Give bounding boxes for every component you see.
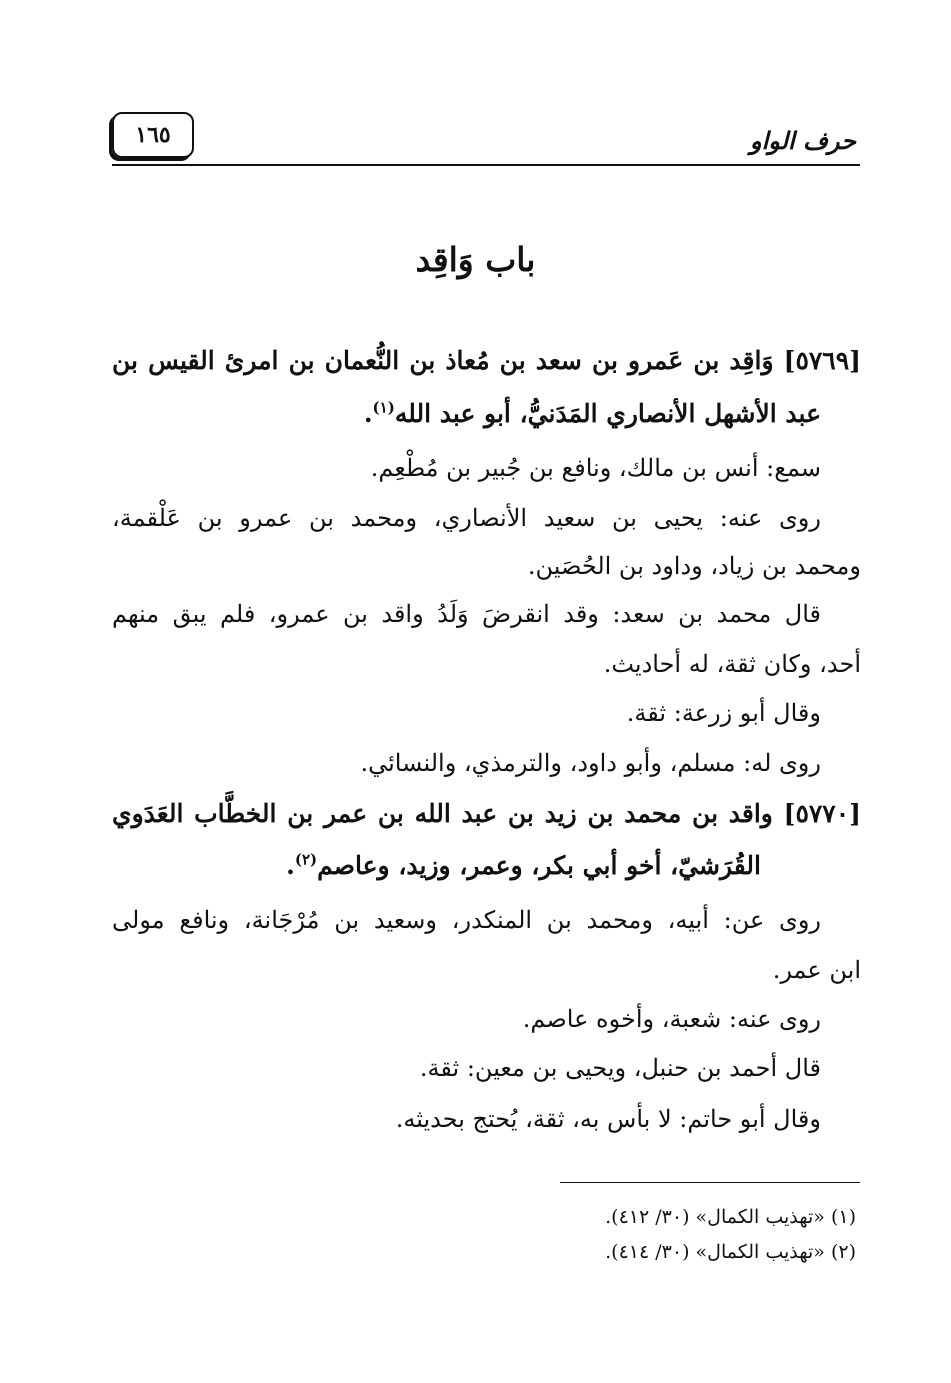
entry-text-line: قال أحمد بن حنبل، ويحيى بن معين: ثقة.: [419, 1054, 821, 1082]
heading-end: .: [286, 851, 295, 880]
entry-heading-text: القُرَشيّ، أخو أبي بكر، وعمر، وزيد، وعاصم: [317, 851, 761, 880]
entry-text-line: سمع: أنس بن مالك، ونافع بن جُبير بن مُطْعِم.: [370, 454, 821, 482]
entry-text-line: ومحمد بن زياد، وداود بن الحُصَين.: [527, 552, 861, 580]
entry-heading-text: عبد الأشهل الأنصاري المَدَنيُّ، أبو عبد الله: [394, 399, 821, 428]
footnote: (٢) «تهذيب الكمال» (٣٠/ ٤١٤).: [605, 1241, 856, 1263]
page-number-box: [112, 112, 194, 158]
entry-text-line: روى عنه: يحيى بن سعيد الأنصاري، ومحمد بن عمرو بن عَلْقمة،: [112, 504, 821, 532]
entry-text-line: روى عن: أبيه، ومحمد بن المنكدر، وسعيد بن مُرْجَانة، ونافع مولى: [112, 906, 822, 934]
entry-heading-line: [٥٧٧٠] واقد بن محمد بن زيد بن عبد الله بن عمر بن الخطَّاب العَدَوي: [112, 799, 861, 828]
running-head: حرف الواو: [750, 126, 856, 155]
entry-text-line: أحد، وكان ثقة، له أحاديث.: [603, 650, 861, 678]
entry-text-line: ابن عمر.: [772, 956, 861, 984]
heading-end: .: [363, 399, 373, 428]
footnote-ref: (١): [372, 398, 395, 417]
entry-text-line: وقال أبو حاتم: لا بأس به، ثقة، يُحتج بحديثه.: [395, 1105, 821, 1133]
header-rule: [112, 164, 860, 166]
entry-text-line: قال محمد بن سعد: وقد انقرضَ وَلَدُ واقد بن عمرو، فلم يبق منهم: [112, 600, 821, 628]
entry-text-line: وقال أبو زرعة: ثقة.: [626, 699, 821, 727]
entry-heading-line: [٥٧٦٩] وَاقِد بن عَمرو بن سعد بن مُعاذ بن النُّعمان بن امرئ القيس بن: [112, 346, 861, 375]
page-number: ١٦٥: [135, 122, 171, 148]
entry-heading-line: [364, 399, 821, 429]
footnote-rule: [560, 1182, 860, 1183]
footnote: (١) «تهذيب الكمال» (٣٠/ ٤١٢).: [605, 1206, 856, 1228]
entry-text-line: روى عنه: شعبة، وأخوه عاصم.: [522, 1005, 821, 1033]
entry-heading-line: [286, 851, 761, 881]
chapter-title: باب وَاقِد: [415, 240, 536, 279]
entry-text-line: روى له: مسلم، وأبو داود، والترمذي، والنسائي.: [360, 749, 821, 777]
footnote-ref: (٢): [294, 850, 318, 869]
